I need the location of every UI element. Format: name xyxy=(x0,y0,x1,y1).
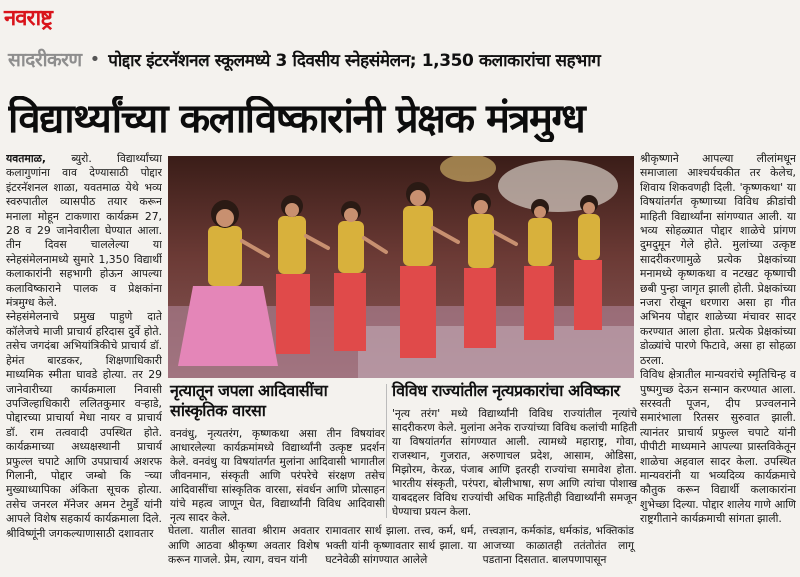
bottom-text-strip xyxy=(168,524,634,568)
column-divider xyxy=(386,384,387,518)
article-photo xyxy=(168,156,634,378)
article-kicker xyxy=(8,46,793,72)
kicker-text: पोद्दार इंटरनॅशनल स्कूलमध्ये 3 दिवसीय स्नेहसंमेलन; 1,350 कलाकारांचा सहभाग xyxy=(108,50,601,71)
bottom-column-3: तत्त्वज्ञान, कर्मकांड, धर्मकांड, भक्तिकांड आजच्या काळातही ततंतोतंत लागू पडताना दिसतात. बालपणापासून xyxy=(482,525,634,567)
left-column xyxy=(6,152,162,572)
right-paragraph-2: विविध क्षेत्रातील मान्यवरांचे स्मृतिचिन्ह व पुष्पगुच्छ देऊन सन्मान करण्यात आला. सरस्वती पूजन, दीप प्रज्वलनाने समारंभाला रितसर सुरुवात झाली. त्यानंतर प्राचार्य प्रफुल्ल चपाटे यांनी पीपीटी माध्यमाने आपल्या प्रास्तविकेतून शाळेचा अहवाल सादर केला. उपस्थित मान्यवरांनी या भव्यदिव्य कार्यक्रमाचे कौतुक करून विद्यार्थी कलाकारांना शुभेच्छा दिल्या. पोद्दार शालेय गाणे आणि राष्ट्रगीताने कार्यक्रमाची सांगता झाली. xyxy=(640,368,796,526)
subsection-title: विविध राज्यांतील नृत्यप्रकारांचा अविष्कार xyxy=(392,381,620,400)
dateline: यवतमाळ, xyxy=(6,152,46,165)
subsection-body: 'नृत्य तरंग' मध्ये विद्यार्थ्यांनी विविध राज्यांतील नृत्यांचे सादरीकरण केले. मुलांना अनेक राज्यांच्या विविध कलांची माहिती या विषयांतर्गत सांगण्यात आली. त्यामध्ये महाराष्ट्र, गोवा, राजस्थान, गुजरात, अरुणाचल प्रदेश, आसाम, ओडिसा, मिझोरम, केरळ, पंजाब आणि इतरही राज्यांचा समावेश होता. भारतीय संस्कृती, परंपरा, बोलीभाषा, सण आणि त्यांचा पोशाख याबदद्दलर विविध राज्यांची अधिक माहितीही विद्यार्थ्यांनी समजून घेण्याचा प्रयत्न केला. xyxy=(392,408,637,518)
subsection-title: नृत्यातून जपला आदिवासींचा सांस्कृतिक वारसा xyxy=(170,381,328,420)
subsection-state-dances xyxy=(392,381,637,519)
bottom-column-1: घेतला. यातील सातवा श्रीराम अवतार आणि आठवा श्रीकृष्ण अवतार विशेष करून गाजले. प्रेम, त्याग, वचन यांनी xyxy=(168,525,320,567)
article-headline: विद्यार्थ्यांच्या कलाविष्कारांनी प्रेक्षक मंत्रमुग्ध xyxy=(8,96,585,142)
subsection-body: वनवंधु, नृत्यतरंग, कृष्णकथा असा तीन विषयांवर आधारलेल्या कार्यक्रमांमध्ये विद्यार्थ्यांनी उत्कृष्ट प्रदर्शन केले. वनवंधु या विषयांतर्गत मुलांना आदिवासी भागातील जीवनमान, संस्कृती आणि परंपरेचे संरक्षण तसेच आदिवासींचा सांस्कृतिक वारसा, संवर्धन आणि प्रोत्साहन यांचे महत्व जाणून घेत, विद्यार्थ्यांनी विविध आदिवासी नृत्य सादर केले. xyxy=(170,428,385,524)
newspaper-masthead xyxy=(4,2,52,31)
left-paragraph-2: स्नेहसंमेलनाचे प्रमुख पाहुणे दाते कॉलेजचे माजी प्राचार्य हरिदास दुर्वे होते. तसेच जगदंबा अभियांत्रिकीचे प्राचार्य डॉ. हेमंत बारडकर, शिक्षणाधिकारी माध्यमिक स्मीता घावडे होत्या. तर 29 जानेवारीच्या कार्यक्रमाला निवासी उपजिल्हाधिकारी ललितकुमार वऱ्हाडे, पोद्दारच्या प्राचार्या मेधा नायर व प्राचार्य डॉ. राम तत्ववादी उपस्थित होते. कार्यक्रमाच्या अध्यक्षस्थानी प्राचार्य प्रफुल्ल चपाटे आणि उपप्राचार्य अशरफ गिलानी, पोद्दार जम्बो कि ऱ्च्या मुख्याध्यापिका अंकिता सूचक होत्या. तसेच जनरल मॅनेजर अमन टेमुर्डे यांनी आपले विशेष सहकार्य कार्यक्रमाला दिले. श्रीविष्णूंनी जगकल्याणासाठी दशावतार xyxy=(6,310,162,540)
right-column xyxy=(640,152,796,572)
left-paragraph-1: यवतमाळ, ब्युरो. विद्यार्थ्यांच्या कलागुणांना वाव देण्यासाठी पोद्दार इंटरनॅशनल शाळा, यवतमाळ येथे भव्य स्वरुपातील व्यासपीठ तयार करून मनाला मोहून टाकणारा कार्यक्रम 27, 28 व 29 जानेवारीला घेण्यात आला. तीन दिवस चाललेल्या या स्नेहसंमेलनामध्ये सुमारे 1,350 विद्यार्थी कलाकारांनी सहभागी होऊन आपल्या कलाविष्काराने पालक व प्रेक्षकांना मंत्रमुग्ध केले. xyxy=(6,152,162,310)
bottom-column-2: रामावतार सार्थ झाला. तत्त्व, कर्म, धर्म, भक्ती यांनी कृष्णावतार सार्थ झाला. या घटनेवेळी सांगण्यात आलेले xyxy=(325,525,477,567)
section-tag: सादरीकरण xyxy=(8,49,82,71)
dancers-photo-illustration xyxy=(168,156,634,378)
right-paragraph-1: श्रीकृष्णाने आपल्या लीलांमधून समाजाला आश्चर्यचकीत तर केलेच, शिवाय शिकवणही दिली. 'कृष्णकथा' या विषयांतर्गत कृष्णाच्या विविध क्रीडांची माहिती विद्यार्थ्यांना सांगण्यात आली. या भव्य सोहळ्यात पोद्दार शाळेचे प्रांगण दुमदुमून गेले होते. मुलांच्या उत्कृष्ट सादरीकरणामुळे प्रत्येक प्रेक्षकांच्या मनामध्ये कृष्णकथा व नटखट कृष्णाची छबी पुन्हा जागृत झाली होती. प्रेक्षकांच्या नजरा रोखून धरणारा असा हा गीत अभिनय पोद्दार शाळेच्या मंचावर सादर करण्यात आला होता. प्रत्येक प्रेक्षकांच्या डोळ्यांचे पारणे फिटावे, असा हा सोहळा ठरला. xyxy=(640,152,796,367)
kicker-bullet-icon: • xyxy=(89,48,101,70)
masthead-logo: नवराष्ट्र xyxy=(4,6,52,31)
subsection-tribal-dance xyxy=(170,381,385,525)
